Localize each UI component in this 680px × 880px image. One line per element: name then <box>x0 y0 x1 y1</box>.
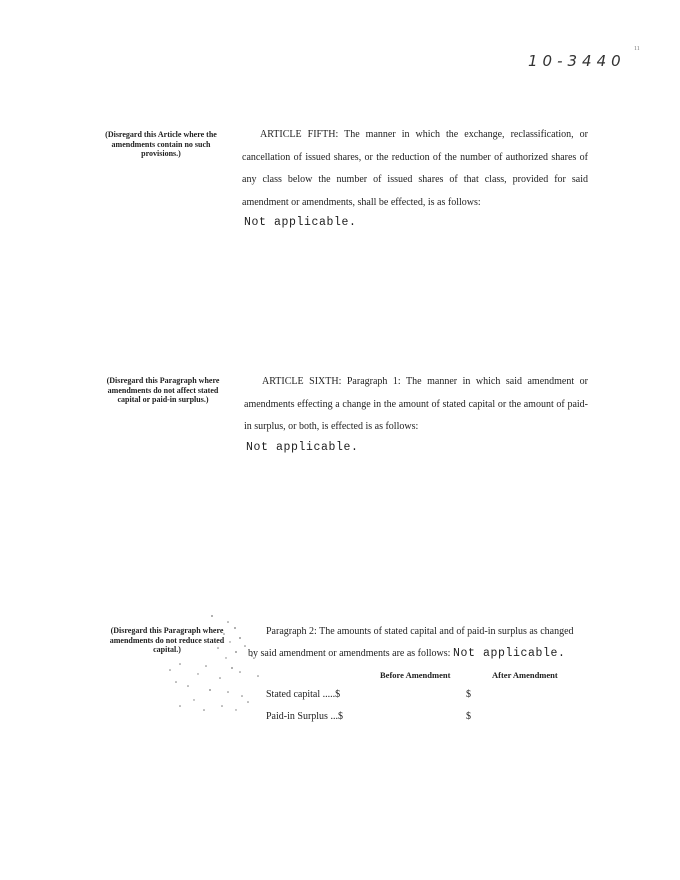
stated-capital-label: Stated capital .....$ <box>266 689 341 700</box>
paragraph-2-line-2 <box>248 647 565 660</box>
paragraph-2-line-1: Paragraph 2: The amounts of stated capital and of paid-in surplus as changed <box>266 626 574 637</box>
scan-speckle-marks <box>140 606 270 726</box>
stated-capital-after-dollar: $ <box>466 689 471 700</box>
article-fifth-margin-note: (Disregard this Article where the amendments contain no such provisions.) <box>105 130 217 158</box>
article-sixth-answer: Not applicable. <box>246 441 359 454</box>
column-after-amendment: After Amendment <box>492 670 558 680</box>
article-fifth-answer: Not applicable. <box>244 216 357 229</box>
article-fifth-body: ARTICLE FIFTH: The manner in which the exchange, reclassification, or cancellation of issued shares, or the reduction of the number of authorized shares of any class below the number of issued shares of that class, provided for said amendment or amendments, shall be effected, is as follows: <box>242 129 588 208</box>
paragraph-2-margin-note: (Disregard this Paragraph where amendments do not reduce stated capital.) <box>109 626 225 654</box>
handwritten-file-number: 10-3440 <box>528 52 626 70</box>
column-before-amendment: Before Amendment <box>380 670 451 680</box>
paragraph-2-answer: Not applicable. <box>452 647 566 660</box>
paragraph-2-line-2-text: by said amendment or amendments are as follows: <box>248 648 451 659</box>
paid-in-surplus-label: Paid-in Surplus ...$ <box>266 711 343 722</box>
article-sixth-body: ARTICLE SIXTH: Paragraph 1: The manner in which said amendment or amendments effecting a change in the amount of stated capital or the amount of paid-in surplus, or both, is effected is as follows: <box>244 376 588 432</box>
article-sixth-text <box>244 371 588 439</box>
paid-in-surplus-after-dollar: $ <box>466 711 471 722</box>
corner-mark: 11 <box>634 46 640 52</box>
article-fifth-text <box>242 124 588 214</box>
article-sixth-margin-note: (Disregard this Paragraph where amendments do not affect stated capital or paid-in surplus.) <box>106 376 220 404</box>
